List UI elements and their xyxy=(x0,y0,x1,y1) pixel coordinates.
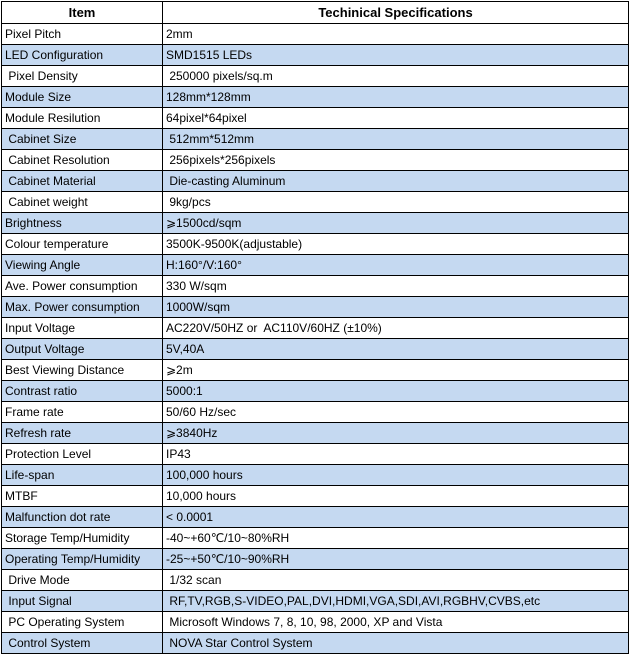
spec-cell: 5000:1 xyxy=(163,381,629,402)
item-cell: Cabinet Resolution xyxy=(2,150,163,171)
table-row xyxy=(2,129,629,150)
item-cell: Pixel Density xyxy=(2,66,163,87)
item-cell: Brightness xyxy=(2,213,163,234)
item-cell: Best Viewing Distance xyxy=(2,360,163,381)
spec-cell: 64pixel*64pixel xyxy=(163,108,629,129)
item-cell: Input Signal xyxy=(2,591,163,612)
spec-cell: ⩾1500cd/sqm xyxy=(163,213,629,234)
table-row xyxy=(2,444,629,465)
item-cell: LED Configuration xyxy=(2,45,163,66)
spec-cell: IP43 xyxy=(163,444,629,465)
spec-cell: H:160°/V:160° xyxy=(163,255,629,276)
item-cell: Input Voltage xyxy=(2,318,163,339)
item-cell: Cabinet weight xyxy=(2,192,163,213)
table-row xyxy=(2,234,629,255)
table-row xyxy=(2,591,629,612)
spec-cell: NOVA Star Control System xyxy=(163,633,629,654)
table-row xyxy=(2,570,629,591)
spec-cell: 100,000 hours xyxy=(163,465,629,486)
spec-cell: 9kg/pcs xyxy=(163,192,629,213)
item-cell: Control System xyxy=(2,633,163,654)
spec-cell: < 0.0001 xyxy=(163,507,629,528)
item-cell: Frame rate xyxy=(2,402,163,423)
item-cell: Cabinet Size xyxy=(2,129,163,150)
spec-cell: 3500K-9500K(adjustable) xyxy=(163,234,629,255)
table-row xyxy=(2,633,629,654)
spec-cell: 50/60 Hz/sec xyxy=(163,402,629,423)
table-row xyxy=(2,276,629,297)
item-cell: Module Size xyxy=(2,87,163,108)
spec-cell: ⩾2m xyxy=(163,360,629,381)
item-cell: Storage Temp/Humidity xyxy=(2,528,163,549)
header-item: Item xyxy=(2,2,163,24)
header-specifications: Techinical Specifications xyxy=(163,2,629,24)
table-row xyxy=(2,255,629,276)
item-cell: Module Resilution xyxy=(2,108,163,129)
item-cell: Pixel Pitch xyxy=(2,24,163,45)
spec-cell: Die-casting Aluminum xyxy=(163,171,629,192)
table-row xyxy=(2,108,629,129)
item-cell: Colour temperature xyxy=(2,234,163,255)
spec-cell: SMD1515 LEDs xyxy=(163,45,629,66)
spec-cell: RF,TV,RGB,S-VIDEO,PAL,DVI,HDMI,VGA,SDI,AVI,RGBHV,CVBS,etc xyxy=(163,591,629,612)
item-cell: Malfunction dot rate xyxy=(2,507,163,528)
spec-cell: ⩾3840Hz xyxy=(163,423,629,444)
spec-cell: 250000 pixels/sq.m xyxy=(163,66,629,87)
item-cell: Cabinet Material xyxy=(2,171,163,192)
spec-cell: 512mm*512mm xyxy=(163,129,629,150)
table-row xyxy=(2,549,629,570)
item-cell: PC Operating System xyxy=(2,612,163,633)
item-cell: Output Voltage xyxy=(2,339,163,360)
item-cell: Refresh rate xyxy=(2,423,163,444)
table-row xyxy=(2,192,629,213)
table-row xyxy=(2,360,629,381)
spec-cell: 256pixels*256pixels xyxy=(163,150,629,171)
table-row xyxy=(2,66,629,87)
item-cell: Operating Temp/Humidity xyxy=(2,549,163,570)
table-row xyxy=(2,381,629,402)
spec-cell: AC220V/50HZ or AC110V/60HZ (±10%) xyxy=(163,318,629,339)
table-row xyxy=(2,402,629,423)
item-cell: Max. Power consumption xyxy=(2,297,163,318)
table-body xyxy=(2,24,629,654)
spec-cell: 5V,40A xyxy=(163,339,629,360)
spec-cell: 1/32 scan xyxy=(163,570,629,591)
table-row xyxy=(2,318,629,339)
table-row xyxy=(2,528,629,549)
table-row xyxy=(2,507,629,528)
spec-cell: -25~+50℃/10~90%RH xyxy=(163,549,629,570)
table-row xyxy=(2,213,629,234)
item-cell: Protection Level xyxy=(2,444,163,465)
item-cell: Drive Mode xyxy=(2,570,163,591)
header-row xyxy=(2,2,629,24)
item-cell: Life-span xyxy=(2,465,163,486)
item-cell: Ave. Power consumption xyxy=(2,276,163,297)
table-row xyxy=(2,297,629,318)
table-row xyxy=(2,612,629,633)
table-row xyxy=(2,24,629,45)
table-row xyxy=(2,339,629,360)
item-cell: Viewing Angle xyxy=(2,255,163,276)
spec-cell: -40~+60℃/10~80%RH xyxy=(163,528,629,549)
table-row xyxy=(2,465,629,486)
table-row xyxy=(2,150,629,171)
spec-cell: 2mm xyxy=(163,24,629,45)
specifications-table xyxy=(1,1,629,654)
table-row xyxy=(2,171,629,192)
spec-cell: 10,000 hours xyxy=(163,486,629,507)
spec-cell: Microsoft Windows 7, 8, 10, 98, 2000, XP and Vista xyxy=(163,612,629,633)
item-cell: MTBF xyxy=(2,486,163,507)
table-row xyxy=(2,45,629,66)
spec-cell: 128mm*128mm xyxy=(163,87,629,108)
spec-cell: 330 W/sqm xyxy=(163,276,629,297)
table-row xyxy=(2,486,629,507)
item-cell: Contrast ratio xyxy=(2,381,163,402)
spec-cell: 1000W/sqm xyxy=(163,297,629,318)
table-row xyxy=(2,87,629,108)
table-row xyxy=(2,423,629,444)
